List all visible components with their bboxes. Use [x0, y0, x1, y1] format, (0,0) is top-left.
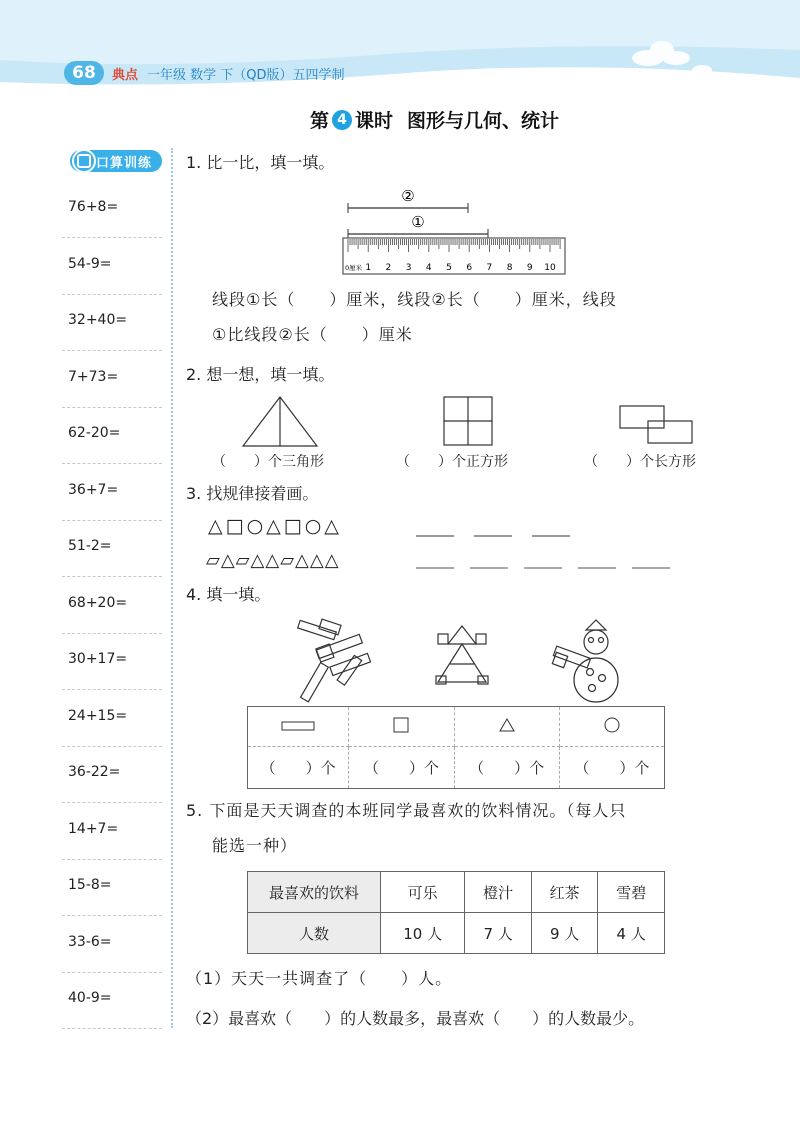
q5-header-label: 最喜欢的饮料 [248, 872, 381, 913]
oral-exercise: 7+73= [68, 368, 119, 385]
q4-title: 4. 填一填。 [186, 585, 271, 604]
answer-divider [62, 1028, 162, 1029]
answer-divider [62, 633, 162, 634]
triangle-man-figure [436, 626, 488, 684]
q5-count-cola: 10 人 [381, 913, 465, 954]
answer-divider [62, 237, 162, 238]
q5-drink-table [247, 871, 665, 954]
book-title: 一年级 数学 下（QD版）五四学制 [147, 68, 345, 83]
q5-drink-tea: 红茶 [531, 872, 598, 913]
q4-blank-circle: （ ）个 [559, 747, 664, 789]
overlapping-rectangles-figure [620, 406, 692, 443]
q3-answer-lines-2 [414, 554, 674, 574]
brand-logo: 典点 [112, 68, 139, 83]
q4-shape-triangle [454, 707, 559, 747]
answer-divider [62, 294, 162, 295]
q5-sub-question-1: （1）天天一共调查了（ ）人。 [186, 969, 453, 988]
q1-fill-line-1: 线段①长（ ）厘米，线段②长（ ）厘米，线段 [212, 290, 617, 309]
q5-sub-question-2: （2）最喜欢（ ）的人数最多，最喜欢（ ）的人数最少。 [186, 1009, 645, 1028]
lesson-title [310, 106, 559, 133]
ruler-number: 10 [544, 263, 556, 273]
answer-divider [62, 520, 162, 521]
ruler-figure [340, 182, 570, 278]
lesson-prefix: 第 [310, 110, 330, 132]
q4-shape-square [349, 707, 454, 747]
oral-exercise: 15-8= [68, 877, 112, 893]
q3-title: 3. 找规律接着画。 [186, 484, 319, 503]
oral-training-label: 口算训练 [96, 156, 153, 171]
q3-pattern-row-2: ▱△▱△△▱△△△ [206, 550, 340, 571]
q5-count-orange: 7 人 [465, 913, 532, 954]
segment-2-label: ② [401, 187, 415, 205]
ruler-number: 5 [446, 263, 452, 273]
triangle-figure [243, 397, 317, 446]
answer-divider [62, 972, 162, 973]
snowman-figure [552, 620, 618, 702]
ruler-number: 3 [405, 263, 412, 273]
square-grid-figure [444, 397, 492, 445]
q5-count-sprite: 4 人 [598, 913, 665, 954]
oral-exercise: 32+40= [68, 312, 128, 328]
oral-exercise: 36-22= [68, 764, 121, 780]
q5-title-line-2: 能选一种） [212, 836, 298, 855]
column-divider [171, 148, 173, 1028]
q4-shape-figures [290, 616, 630, 704]
ruler-number: 4 [425, 263, 432, 273]
oral-exercise: 36+7= [68, 481, 119, 498]
q4-shape-rectangle [248, 707, 349, 747]
oral-exercise: 76+8= [68, 199, 119, 215]
ruler-unit-label: 0厘米 [345, 264, 363, 272]
q4-count-table [247, 706, 665, 789]
ruler-number: 2 [385, 263, 392, 273]
q5-count-tea: 9 人 [531, 913, 598, 954]
q5-title-line-1: 5. 下面是天天调查的本班同学最喜欢的饮料情况。（每人只 [186, 801, 627, 820]
q4-blank-square: （ ）个 [349, 747, 454, 789]
oral-exercise: 51-2= [68, 538, 112, 554]
q2-blank-triangle: （ ）个三角形 [212, 454, 324, 470]
ruler-number: 6 [466, 263, 473, 273]
oral-exercise: 68+20= [68, 594, 128, 611]
q2-figures [238, 392, 708, 452]
q5-drink-sprite: 雪碧 [598, 872, 665, 913]
oral-exercise: 33-6= [68, 933, 112, 950]
oral-exercise: 24+15= [68, 707, 128, 724]
oral-exercise: 54-9= [68, 255, 112, 272]
answer-divider [62, 915, 162, 916]
answer-divider [62, 576, 162, 577]
lesson-topic: 图形与几何、统计 [407, 110, 560, 132]
oral-exercise: 30+17= [68, 651, 128, 667]
q2-blank-square: （ ）个正方形 [396, 454, 508, 470]
robot-figure [298, 619, 371, 702]
q1-fill-line-2: ①比线段②长（ ）厘米 [212, 325, 413, 344]
ruler-number: 7 [486, 263, 493, 273]
answer-divider [62, 350, 162, 351]
answer-divider [62, 463, 162, 464]
answer-divider [62, 802, 162, 803]
oral-exercise: 40-9= [68, 990, 112, 1006]
answer-divider [62, 746, 162, 747]
ruler-number: 8 [506, 263, 513, 273]
oral-exercise: 14+7= [68, 820, 119, 837]
q3-pattern-row-1: △□○△□○△ [208, 515, 342, 537]
answer-divider [62, 859, 162, 860]
q4-shape-circle [559, 707, 664, 747]
q3-answer-lines-1 [414, 520, 584, 540]
q2-blank-rectangle: （ ）个长方形 [584, 454, 696, 470]
lesson-suffix: 课时 [355, 110, 394, 132]
q5-drink-orange: 橙汁 [465, 872, 532, 913]
header-band [0, 0, 800, 100]
q4-blank-triangle: （ ）个 [454, 747, 559, 789]
answer-divider [62, 689, 162, 690]
lesson-number: 4 [332, 110, 352, 130]
q4-blank-rectangle: （ ）个 [248, 747, 349, 789]
q5-drink-cola: 可乐 [381, 872, 465, 913]
page-number: 68 [64, 61, 104, 85]
answer-divider [62, 407, 162, 408]
segment-1-label: ① [411, 213, 425, 231]
oral-exercise: 62-20= [68, 425, 121, 441]
q2-title: 2. 想一想，填一填。 [186, 365, 335, 384]
ruler-number: 1 [365, 263, 372, 273]
q1-title: 1. 比一比，填一填。 [186, 153, 335, 172]
ruler-number: 9 [526, 263, 533, 273]
q5-row-label: 人数 [248, 913, 381, 954]
